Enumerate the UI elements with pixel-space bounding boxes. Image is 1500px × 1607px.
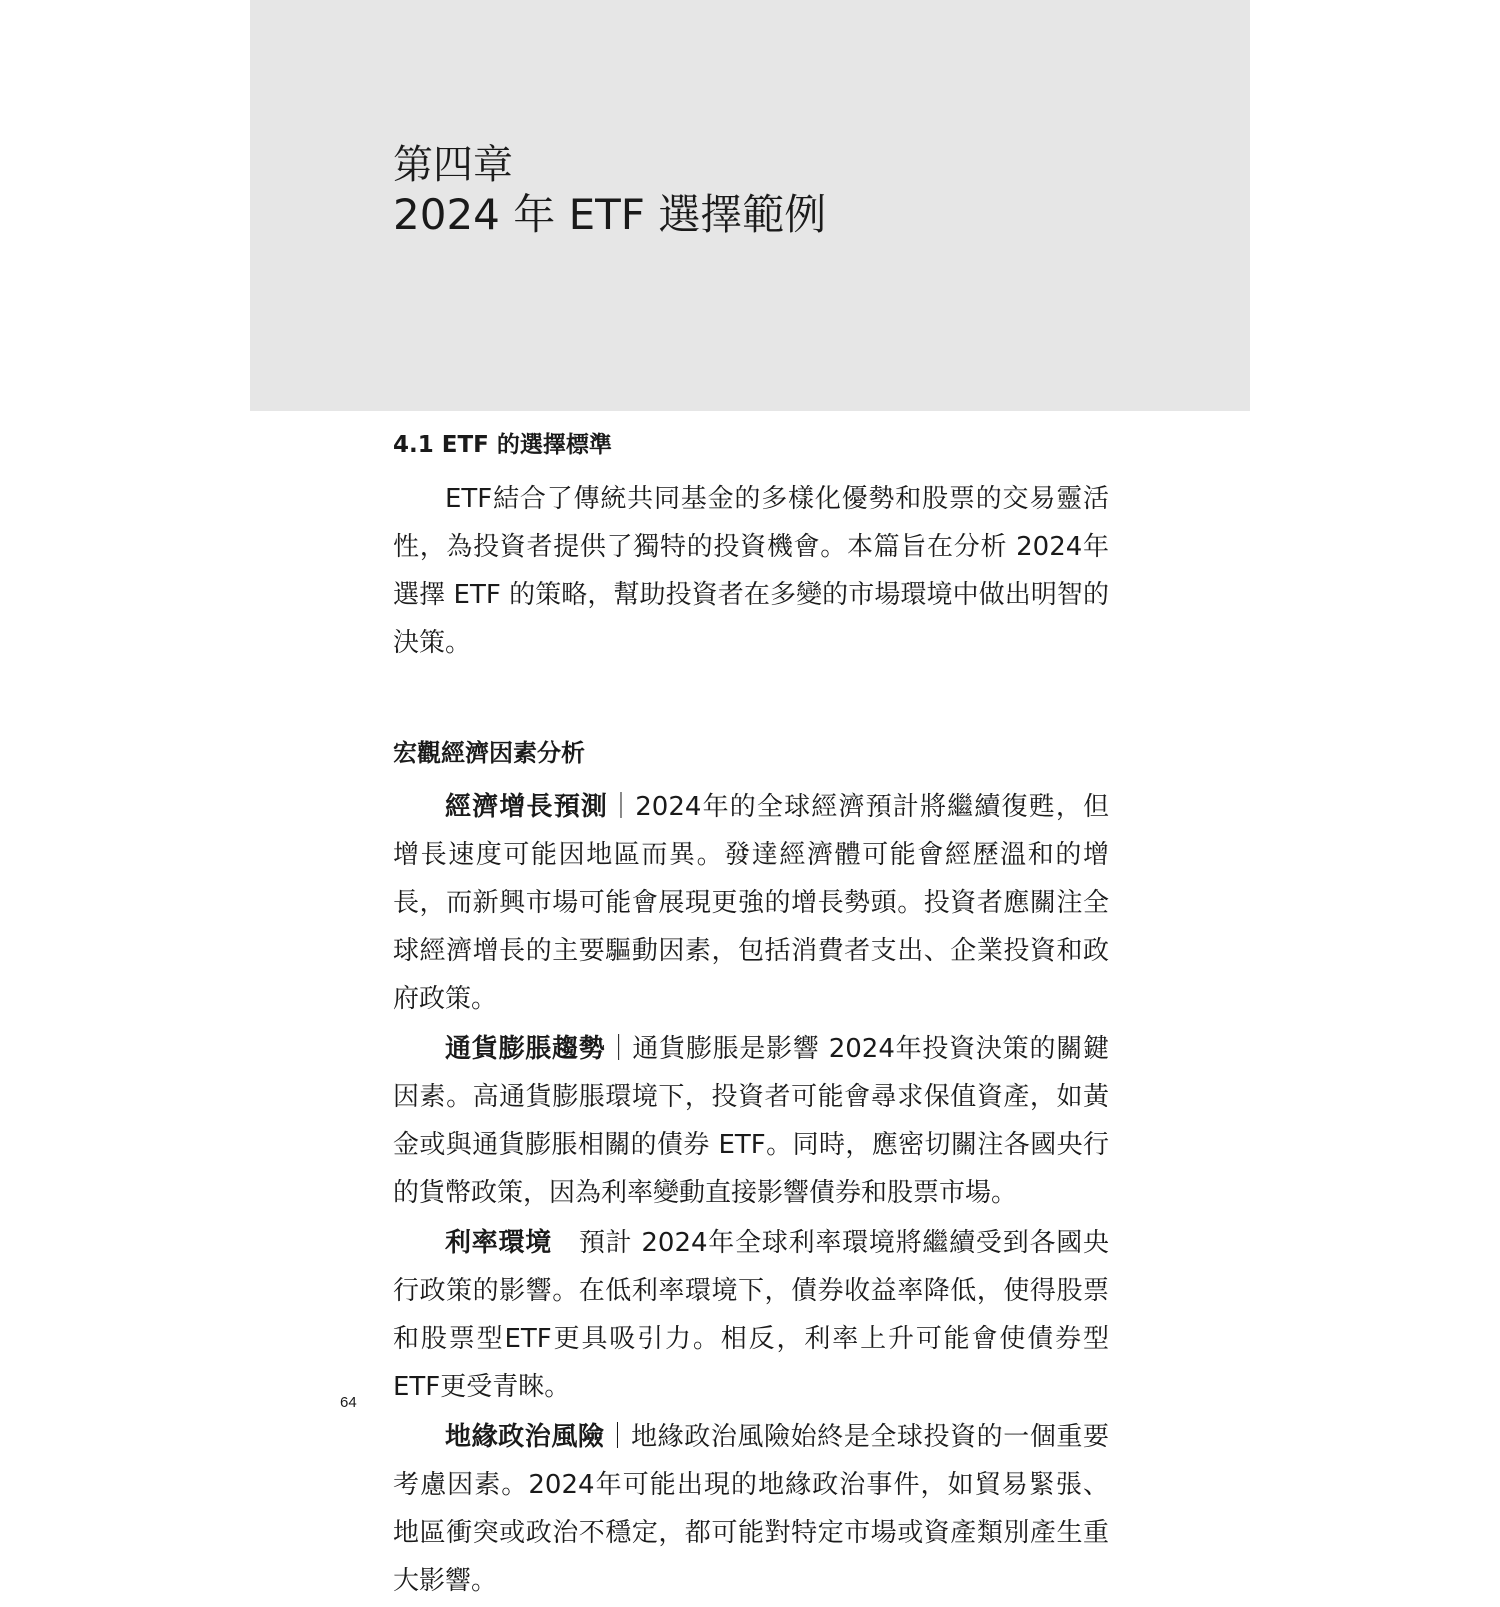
factor-text: 地緣政治風險始終是全球投資的一個重要考慮因素。2024年可能出現的地緣政治事件，如貿易緊張、地區衝突或政治不穩定，都可能對特定市場或資產類別產生重大影響。 [393, 1422, 1109, 1596]
macro-heading: 宏觀經濟因素分析 [393, 739, 585, 767]
factor-term: 經濟增長預測 [445, 792, 609, 822]
factor-separator: ｜ [608, 792, 636, 822]
chapter-label: 第四章 [393, 142, 513, 188]
chapter-title: 2024 年 ETF 選擇範例 [393, 190, 827, 239]
factor-separator: ｜ [604, 1422, 632, 1452]
factor-term: 地緣政治風險 [445, 1422, 605, 1452]
factor-separator: ｜ [605, 1034, 633, 1064]
intro-paragraph: ETF結合了傳統共同基金的多樣化優勢和股票的交易靈活性，為投資者提供了獨特的投資機會。本篇旨在分析 2024年選擇 ETF 的策略，幫助投資者在多變的市場環境中做出明智的決策。 [393, 484, 1109, 658]
factor-text: 預計 2024年全球利率環境將繼續受到各國央行政策的影響。在低利率環境下，債券收益率降低，使得股票和股票型ETF更具吸引力。相反，利率上升可能會使債券型 ETF更受青睞。 [393, 1228, 1109, 1402]
factor-paragraph [393, 1413, 1109, 1605]
factor-text: 通貨膨脹是影響 2024年投資決策的關鍵因素。高通貨膨脹環境下，投資者可能會尋求保值資產，如黃金或與通貨膨脹相關的債券 ETF。同時，應密切關注各國央行的貨幣政策，因為利率變動直接影響債券和股票市場。 [393, 1034, 1109, 1208]
main-content [393, 425, 1109, 1607]
factor-paragraph [393, 1219, 1109, 1411]
page-number: 64 [340, 1394, 357, 1411]
section-heading: 4.1 ETF 的選擇標準 [393, 432, 612, 458]
factor-separator [552, 1228, 579, 1258]
factor-paragraph [393, 1025, 1109, 1217]
factor-paragraph [393, 783, 1109, 1023]
factor-term: 通貨膨脹趨勢 [445, 1034, 606, 1064]
factor-term: 利率環境 [445, 1228, 553, 1258]
factor-text: 2024年的全球經濟預計將繼續復甦，但增長速度可能因地區而異。發達經濟體可能會經歷溫和的增長，而新興市場可能會展現更強的增長勢頭。投資者應關注全球經濟增長的主要驅動因素，包括消費者支出、企業投資和政府政策。 [393, 792, 1109, 1014]
